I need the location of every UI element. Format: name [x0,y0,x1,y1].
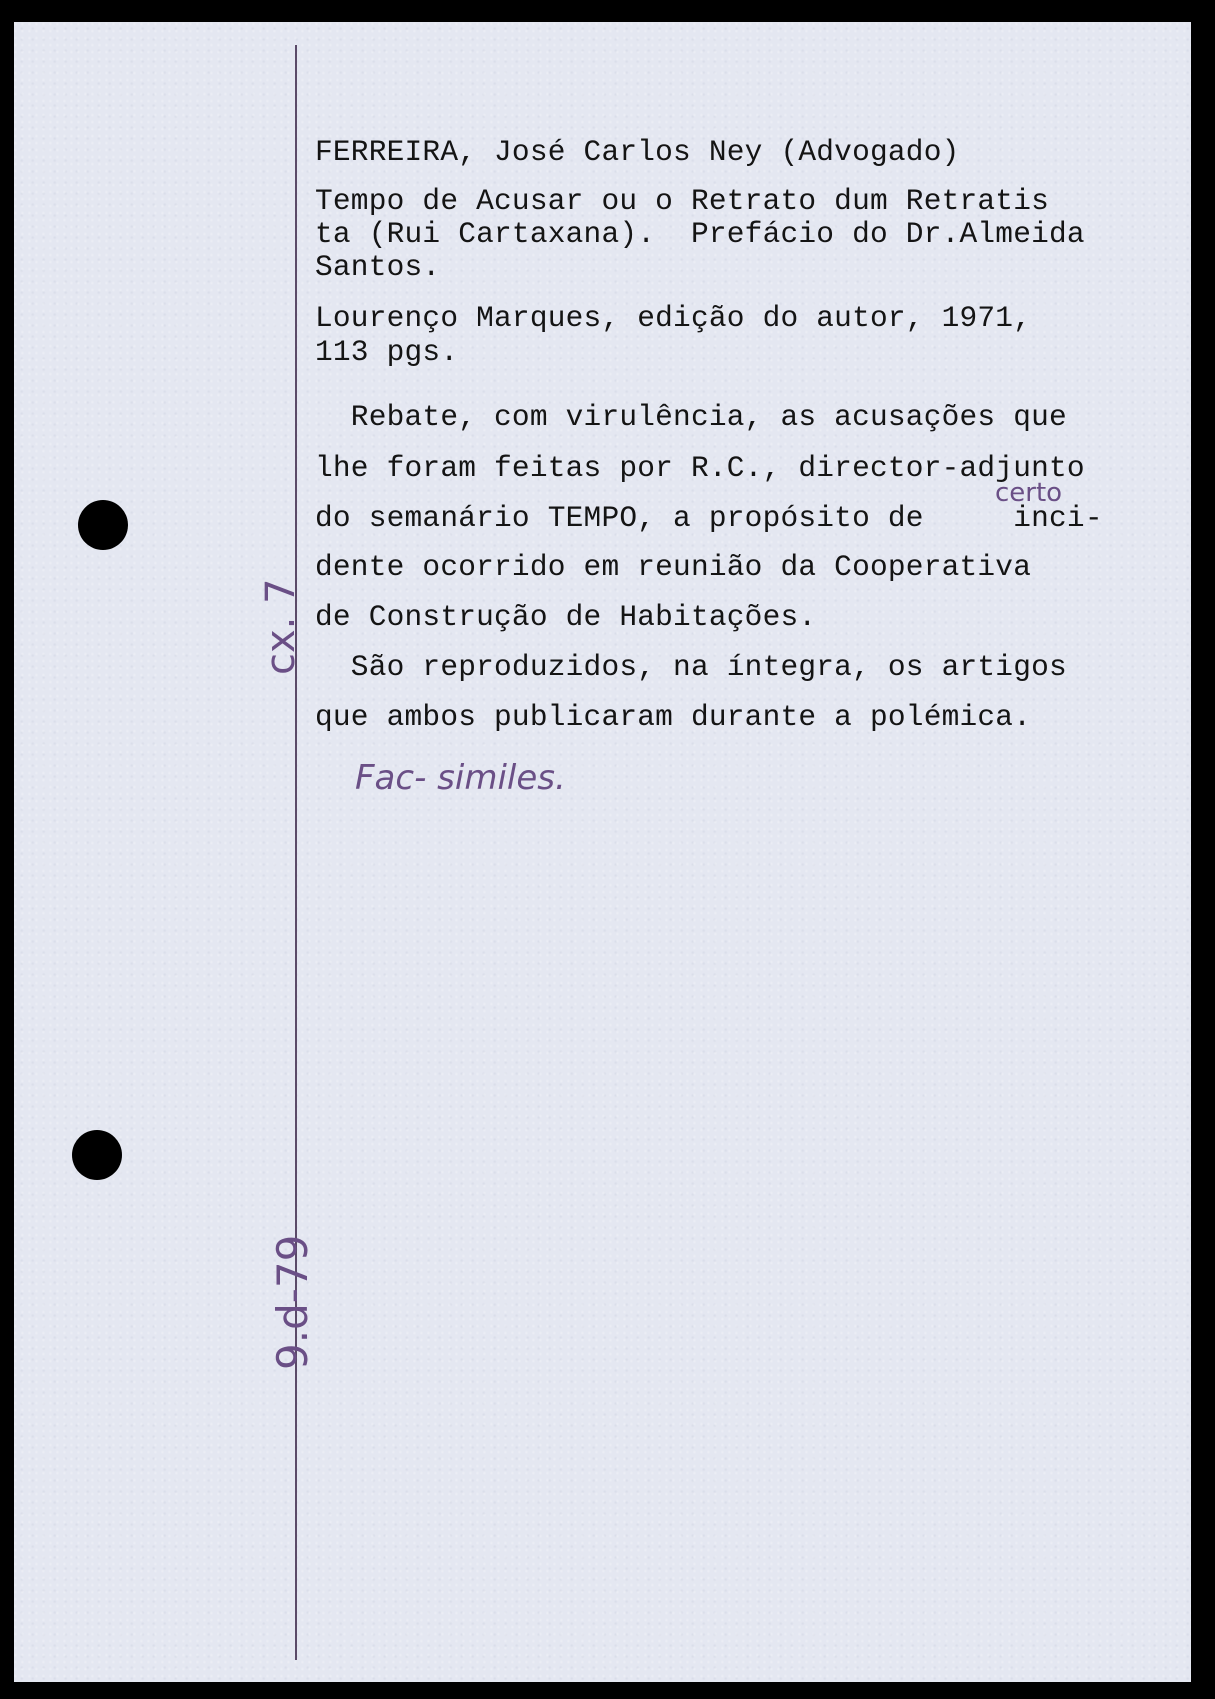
punch-hole-lower [72,1130,122,1180]
author-line: FERREIRA, José Carlos Ney (Advogado) [315,135,960,169]
summary-line: do semanário TEMPO, a propósito de inci- [315,501,1103,535]
title-line: ta (Rui Cartaxana). Prefácio do Dr.Almeida [315,217,1085,251]
title-line: Tempo de Acusar ou o Retrato dum Retratis [315,184,1050,218]
punch-hole-upper [78,500,128,550]
summary-line: de Construção de Habitações. [315,600,817,634]
imprint-line: 113 pgs. [315,335,459,369]
summary-line: que ambos publicaram durante a polémica. [315,700,1032,734]
handwritten-facsimiles-note: Fac- similes. [355,758,566,798]
summary-line: lhe foram feitas por R.C., director-adjunto [315,451,1085,485]
handwritten-box-number: cx. 7 [258,578,304,675]
margin-rule [295,45,297,1660]
handwritten-shelf-mark: 9.d-79 [268,1234,317,1370]
summary-line: dente ocorrido em reunião da Cooperativa [315,550,1032,584]
catalog-card [14,22,1191,1682]
summary-line: Rebate, com virulência, as acusações que [315,400,1067,434]
title-line: Santos. [315,250,441,284]
summary-line: São reproduzidos, na íntegra, os artigos [315,650,1067,684]
imprint-line: Lourenço Marques, edição do autor, 1971, [315,301,1032,335]
handwritten-insert: certo [995,478,1063,508]
